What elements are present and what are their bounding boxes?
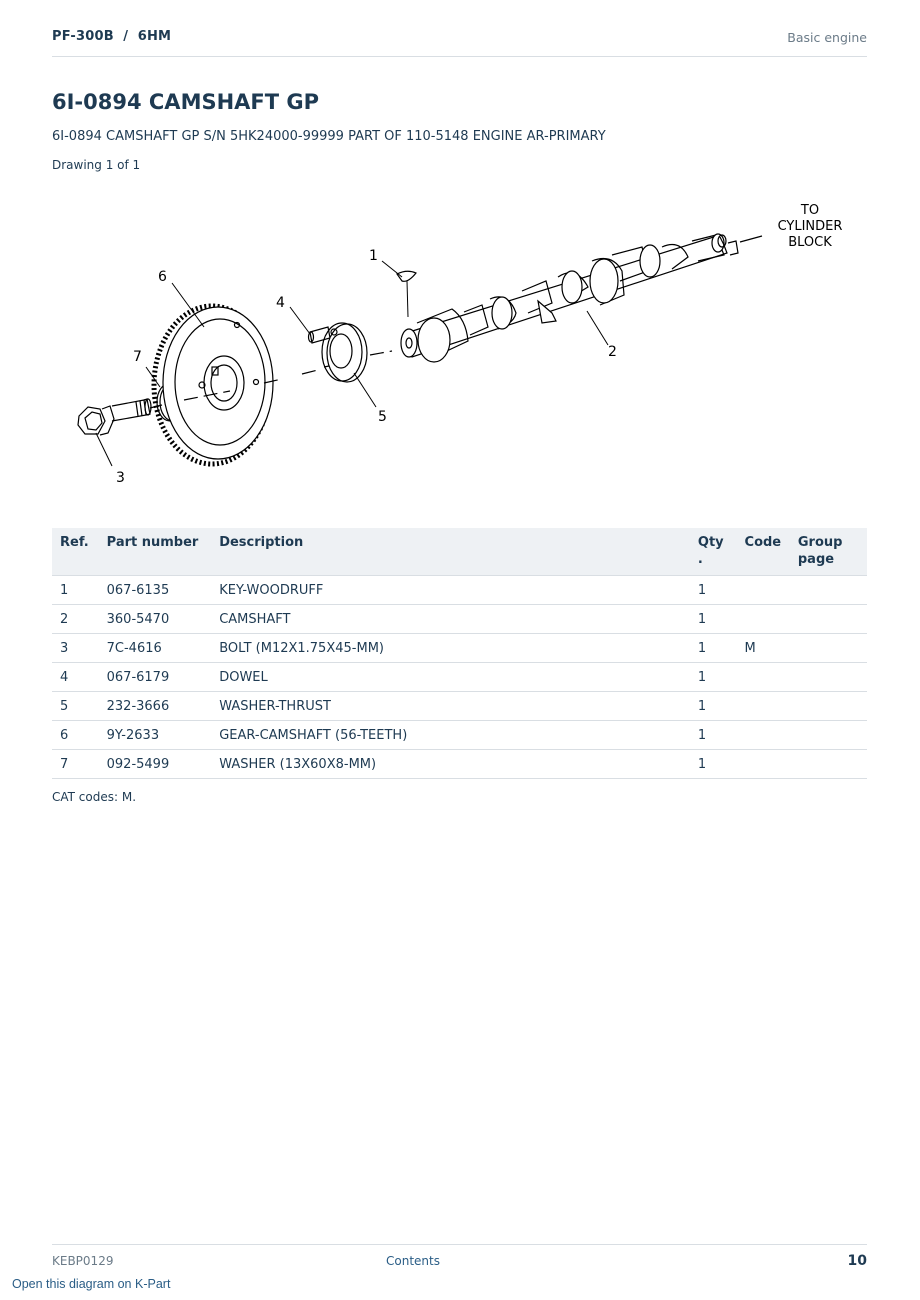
row-part-number: 067-6179 <box>99 663 212 692</box>
row-part-number: 067-6135 <box>99 576 212 605</box>
row-description: WASHER-THRUST <box>211 692 690 721</box>
row-code: M <box>737 634 790 663</box>
model-breadcrumb: PF-300B / 6HM <box>52 29 172 44</box>
row-ref: 1 <box>52 576 99 605</box>
row-ref: 3 <box>52 634 99 663</box>
page-header <box>52 28 867 57</box>
table-row <box>52 750 867 779</box>
row-part-number: 9Y-2633 <box>99 721 212 750</box>
row-group-page <box>790 750 867 779</box>
row-description: WASHER (13X60X8-MM) <box>211 750 690 779</box>
group-description: 6I-0894 CAMSHAFT GP S/N 5HK24000-99999 PART OF 110-5148 ENGINE AR-PRIMARY <box>52 129 606 144</box>
table-row <box>52 663 867 692</box>
table-row <box>52 576 867 605</box>
cylinder-block-note <box>778 203 843 250</box>
row-description: DOWEL <box>211 663 690 692</box>
header-group-page: Group page <box>790 528 867 576</box>
row-qty: 1 <box>690 721 737 750</box>
page-title: 6I-0894 CAMSHAFT GP <box>52 90 320 114</box>
row-ref: 7 <box>52 750 99 779</box>
svg-text:CYLINDER: CYLINDER <box>777 219 843 234</box>
row-part-number: 232-3666 <box>99 692 212 721</box>
cat-codes-note: CAT codes: M. <box>52 790 137 804</box>
table-row <box>52 721 867 750</box>
parts-diagram[interactable] <box>52 195 867 500</box>
callout-7: 7 <box>133 349 142 365</box>
row-ref: 5 <box>52 692 99 721</box>
row-group-page <box>790 721 867 750</box>
callout-1: 1 <box>369 248 378 264</box>
row-code <box>737 605 790 634</box>
svg-text:BLOCK: BLOCK <box>788 235 832 250</box>
document-id: KEBP0129 <box>52 1254 114 1268</box>
header-code: Code <box>737 528 790 576</box>
callout-4: 4 <box>276 295 285 311</box>
page <box>52 0 867 1300</box>
section-name: Basic engine <box>787 30 867 45</box>
row-group-page <box>790 634 867 663</box>
row-ref: 2 <box>52 605 99 634</box>
gear-drawing <box>154 306 273 464</box>
row-description: CAMSHAFT <box>211 605 690 634</box>
parts-table <box>52 528 867 779</box>
row-ref: 6 <box>52 721 99 750</box>
row-qty: 1 <box>690 605 737 634</box>
row-part-number: 360-5470 <box>99 605 212 634</box>
row-code <box>737 576 790 605</box>
row-qty: 1 <box>690 692 737 721</box>
callout-2: 2 <box>608 344 617 360</box>
header-description: Description <box>211 528 690 576</box>
row-qty: 1 <box>690 750 737 779</box>
woodruff-key-drawing <box>397 271 416 317</box>
row-group-page <box>790 663 867 692</box>
row-group-page <box>790 605 867 634</box>
row-part-number: 092-5499 <box>99 750 212 779</box>
block-leader <box>740 236 762 242</box>
row-code <box>737 721 790 750</box>
row-ref: 4 <box>52 663 99 692</box>
header-ref: Ref. <box>52 528 99 576</box>
row-group-page <box>790 576 867 605</box>
kpart-diagram-link[interactable]: Open this diagram on K-Part <box>12 1277 171 1291</box>
table-header-row <box>52 528 867 576</box>
row-description: KEY-WOODRUFF <box>211 576 690 605</box>
table-row <box>52 634 867 663</box>
page-footer <box>52 1244 867 1275</box>
callout-6: 6 <box>158 269 167 285</box>
table-row <box>52 692 867 721</box>
row-qty: 1 <box>690 663 737 692</box>
callout-3: 3 <box>116 470 125 486</box>
row-code <box>737 663 790 692</box>
drawing-count: Drawing 1 of 1 <box>52 158 141 172</box>
row-description: BOLT (M12X1.75X45-MM) <box>211 634 690 663</box>
contents-link[interactable]: Contents <box>386 1254 440 1268</box>
row-group-page <box>790 692 867 721</box>
table-row <box>52 605 867 634</box>
row-code <box>737 750 790 779</box>
row-description: GEAR-CAMSHAFT (56-TEETH) <box>211 721 690 750</box>
camshaft-drawing <box>401 234 738 362</box>
row-qty: 1 <box>690 634 737 663</box>
row-qty: 1 <box>690 576 737 605</box>
row-code <box>737 692 790 721</box>
callout-5: 5 <box>378 409 387 425</box>
svg-text:TO: TO <box>800 203 820 218</box>
dowel-drawing <box>309 327 331 343</box>
header-qty: Qty . <box>690 528 737 576</box>
header-part-number: Part number <box>99 528 212 576</box>
row-part-number: 7C-4616 <box>99 634 212 663</box>
page-number: 10 <box>847 1253 867 1269</box>
bolt-drawing <box>78 399 151 435</box>
